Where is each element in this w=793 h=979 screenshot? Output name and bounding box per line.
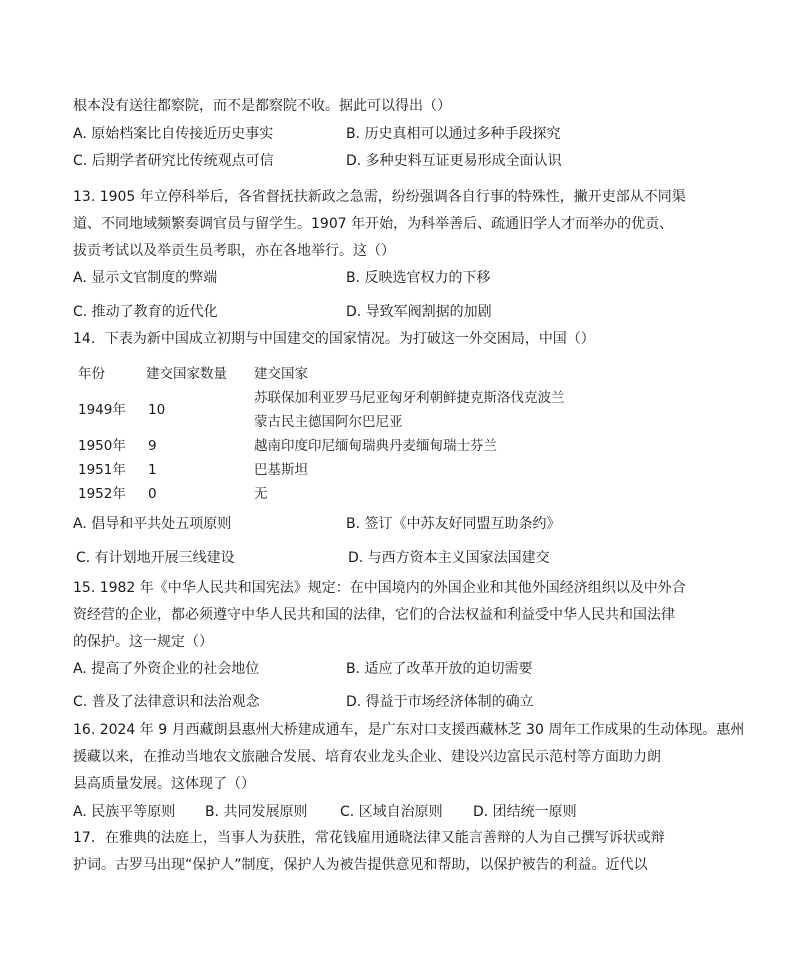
table-cell-count: 0 [148,486,157,502]
q12-option-d[interactable]: D. 多种史料互证更易形成全面认识 [346,153,562,169]
table-cell-countries: 无 [254,486,268,502]
q16-option-a[interactable]: A. 民族平等原则 [73,804,176,820]
q14-option-a[interactable]: A. 倡导和平共处五项原则 [73,516,232,532]
table-cell-countries: 越南印度印尼缅甸瑞典丹麦缅甸瑞士芬兰 [254,438,497,454]
q14-option-b[interactable]: B. 签订《中苏友好同盟互助条约》 [346,516,561,532]
q12-option-a[interactable]: A. 原始档案比自传接近历史事实 [73,126,274,142]
table-cell-countries: 苏联保加利亚罗马尼亚匈牙利朝鲜捷克斯洛伐克波兰 [254,390,565,406]
q14-stem: 14．下表为新中国成立初期与中国建交的国家情况。为打破这一外交困局，中国（） [73,331,595,347]
q15-stem-line-2: 资经营的企业，都必须遵守中华人民共和国的法律，它们的合法权益和利益受中华人民共和国法律 [73,607,675,623]
q13-stem-line-3: 拔贡考试以及举贡生员考职，亦在各地举行。这（） [73,243,395,259]
table-cell-year: 1949年 [78,402,126,418]
q17-stem-line-2: 护词。古罗马出现“保护人”制度，保护人为被告提供意见和帮助，以保护被告的利益。近代以 [73,857,648,873]
q16-stem-line-3: 县高质量发展。这体现了（） [73,776,255,792]
q16-option-c[interactable]: C. 区域自治原则 [340,804,443,820]
q14-option-c[interactable]: C. 有计划地开展三线建设 [76,550,235,566]
table-header-year: 年份 [78,366,105,382]
q13-option-d[interactable]: D. 导致军阀割据的加剧 [346,304,492,320]
table-cell-year: 1951年 [78,462,126,478]
table-cell-countries: 蒙古民主德国阿尔巴尼亚 [254,414,403,430]
q15-stem-line-3: 的保护。这一规定（） [73,634,213,650]
q12-option-b[interactable]: B. 历史真相可以通过多种手段探究 [346,126,561,142]
q12-stem-tail: 根本没有送往都察院，而不是都察院不收。据此可以得出（） [73,98,451,114]
q15-stem-line-1: 15. 1982 年《中华人民共和国宪法》规定：在中国境内的外国企业和其他外国经济组织以及中外合 [73,580,686,596]
q13-stem-line-2: 道、不同地域频繁奏调官员与留学生。1907 年开始，为科举善后、疏通旧学人才而举办的优贡、 [73,216,674,232]
table-cell-count: 10 [148,402,166,418]
q17-stem-line-1: 17．在雅典的法庭上，当事人为获胜，常花钱雇用通晓法律又能言善辩的人为自己撰写诉状或辩 [73,830,665,846]
q15-option-d[interactable]: D. 得益于市场经济体制的确立 [346,694,534,710]
q15-option-c[interactable]: C. 普及了法律意识和法治观念 [73,694,260,710]
table-header-countries: 建交国家 [254,366,308,382]
q13-option-b[interactable]: B. 反映选官权力的下移 [346,270,491,286]
q13-option-c[interactable]: C. 推动了教育的近代化 [73,304,218,320]
q13-stem-line-1: 13. 1905 年立停科举后，各省督抚扶新政之急需，纷纷强调各自行事的特殊性，撇开吏部从不同渠 [73,189,686,205]
table-cell-countries: 巴基斯坦 [254,462,308,478]
table-cell-count: 1 [148,462,157,478]
q15-option-a[interactable]: A. 提高了外资企业的社会地位 [73,661,260,677]
q12-option-c[interactable]: C. 后期学者研究比传统观点可信 [73,153,274,169]
q16-stem-line-2: 援藏以来，在推动当地农文旅融合发展、培育农业龙头企业、建设兴边富民示范村等方面助力朗 [73,749,661,765]
q16-stem-line-1: 16. 2024 年 9 月西藏朗县惠州大桥建成通车，是广东对口支援西藏林芝 30 周年工作成果的生动体现。惠州 [73,722,745,738]
table-header-count: 建交国家数量 [146,366,227,382]
q14-option-d[interactable]: D. 与西方资本主义国家法国建交 [348,550,550,566]
q13-option-a[interactable]: A. 显示文官制度的弊端 [73,270,218,286]
q16-option-d[interactable]: D. 团结统一原则 [473,804,577,820]
table-cell-year: 1952年 [78,486,126,502]
q16-option-b[interactable]: B. 共同发展原则 [205,804,308,820]
q15-option-b[interactable]: B. 适应了改革开放的迫切需要 [346,661,533,677]
table-cell-count: 9 [148,438,157,454]
table-cell-year: 1950年 [78,438,126,454]
